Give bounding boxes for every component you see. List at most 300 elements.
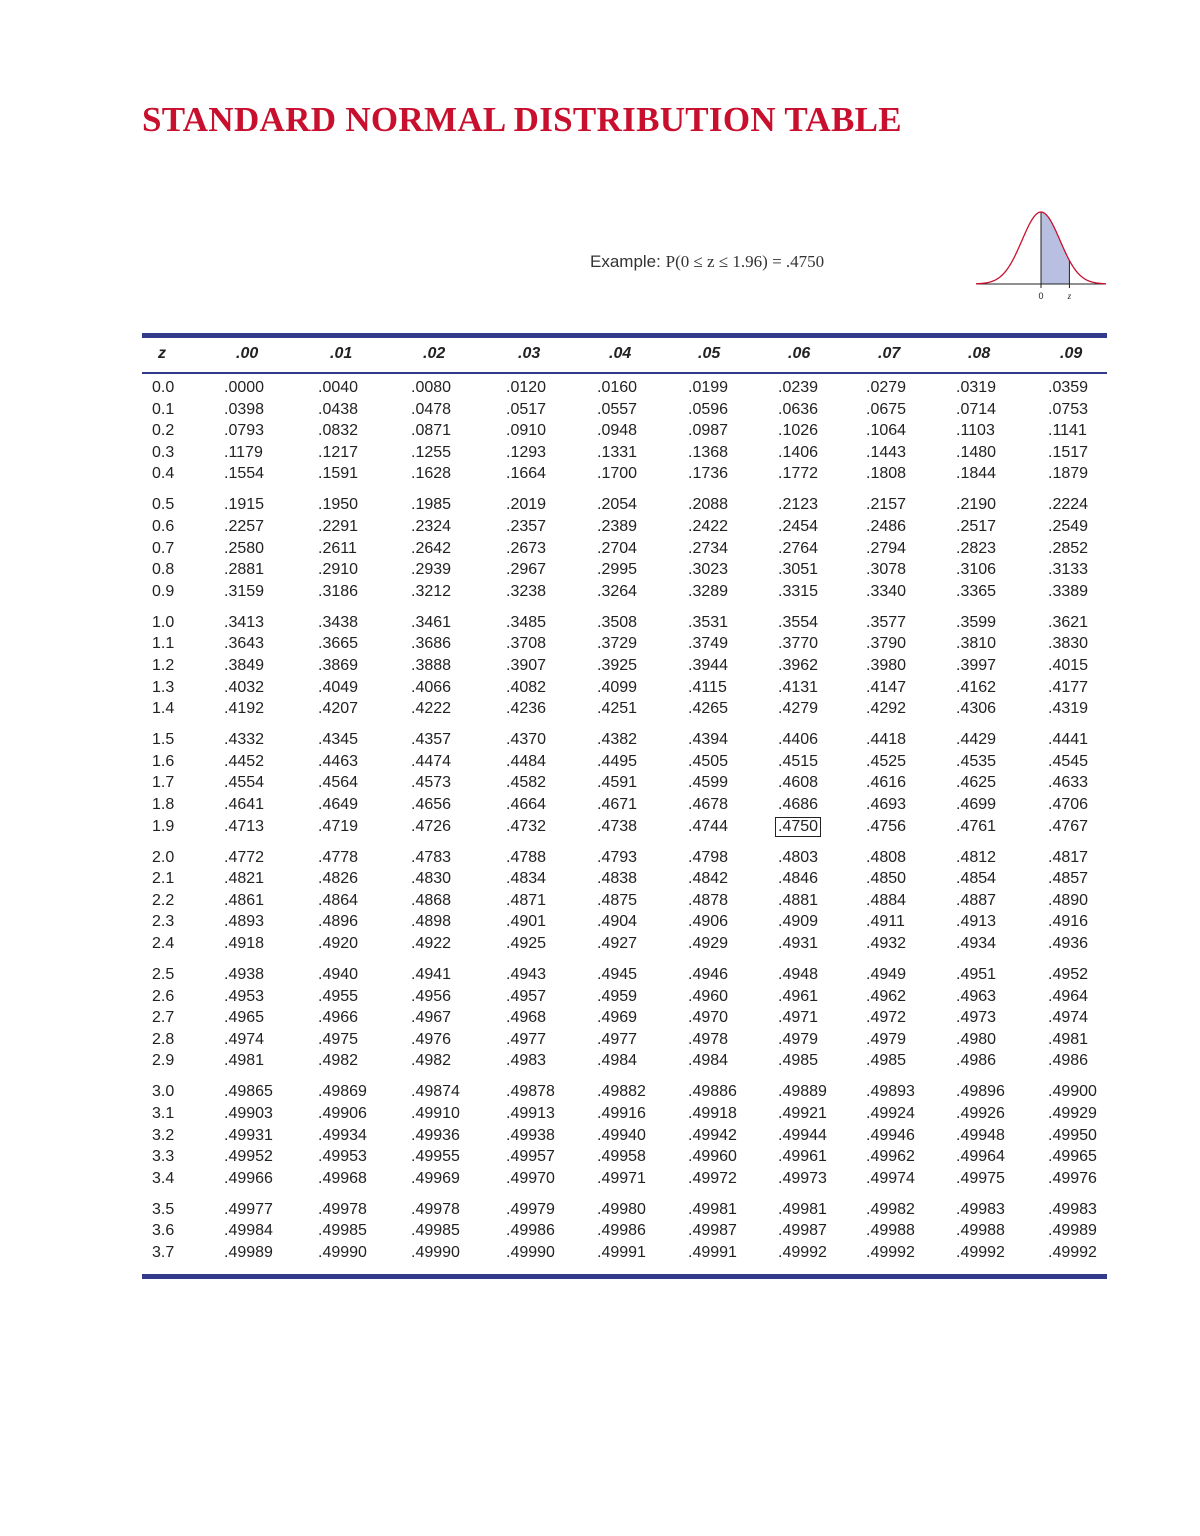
table-cell: .49979 bbox=[506, 1200, 555, 1218]
table-cell: .4918 bbox=[224, 935, 265, 952]
table-cell: .0478 bbox=[411, 400, 452, 418]
table-cell: .49874 bbox=[411, 1083, 460, 1101]
table-cell: .49992 bbox=[778, 1244, 827, 1261]
table-cell: .3508 bbox=[597, 613, 638, 631]
table-cell: .4977 bbox=[597, 1030, 638, 1048]
table-cell: .4971 bbox=[778, 1009, 819, 1027]
table-cell: .4959 bbox=[597, 987, 638, 1005]
table-cell: .4808 bbox=[866, 848, 907, 866]
table-cell: .49918 bbox=[688, 1105, 737, 1122]
table-cell: .0714 bbox=[956, 400, 997, 418]
table-cell: .4641 bbox=[224, 796, 265, 813]
table-cell: .4957 bbox=[506, 987, 547, 1005]
table-cell: .4554 bbox=[224, 774, 265, 792]
row-z-label: 2.1 bbox=[152, 870, 175, 888]
table-cell: .4429 bbox=[956, 731, 997, 749]
table-cell: .3830 bbox=[1048, 635, 1089, 653]
table-cell: .0832 bbox=[318, 422, 359, 440]
table-cell: .4976 bbox=[411, 1030, 452, 1048]
table-cell: .4382 bbox=[597, 731, 638, 749]
table-cell: .49965 bbox=[1048, 1148, 1097, 1166]
table-cell: .3078 bbox=[866, 561, 907, 579]
table-cell: .2123 bbox=[778, 496, 819, 514]
table-cell: .4345 bbox=[318, 731, 359, 749]
table-cell: .4649 bbox=[318, 796, 359, 813]
table-cell: .1141 bbox=[1048, 422, 1087, 440]
table-cell: .4936 bbox=[1048, 935, 1089, 952]
table-cell: .1293 bbox=[506, 443, 547, 461]
table-cell: .49953 bbox=[318, 1148, 367, 1166]
example-label: Example: bbox=[590, 252, 661, 271]
table-cell: .4909 bbox=[778, 913, 819, 931]
table-cell: .2734 bbox=[688, 539, 729, 557]
table-cell: .4406 bbox=[778, 731, 819, 749]
table-cell: .4857 bbox=[1048, 870, 1089, 888]
table-cell: .3621 bbox=[1048, 613, 1089, 631]
table-cell: .4484 bbox=[506, 752, 547, 770]
table-cell: .49952 bbox=[224, 1148, 273, 1166]
table-cell: .4744 bbox=[688, 817, 729, 835]
table-cell: .49929 bbox=[1048, 1105, 1097, 1122]
shaded-area bbox=[1041, 212, 1069, 284]
table-cell: .4904 bbox=[597, 913, 638, 931]
table-cell: .0871 bbox=[411, 422, 452, 440]
table-cell: .2224 bbox=[1048, 496, 1089, 514]
table-cell: .49936 bbox=[411, 1126, 460, 1144]
example-expression: P(0 ≤ z ≤ 1.96) = .4750 bbox=[665, 252, 825, 271]
table-cell: .4969 bbox=[597, 1009, 638, 1027]
table-cell: .1406 bbox=[778, 443, 819, 461]
table-cell: .49983 bbox=[1048, 1200, 1097, 1218]
table-cell: .4706 bbox=[1048, 796, 1089, 813]
table-cell: .4884 bbox=[866, 891, 907, 909]
table-cell: .1517 bbox=[1048, 443, 1089, 461]
table-cell: .4671 bbox=[597, 796, 638, 813]
row-z-label: 0.4 bbox=[152, 465, 175, 483]
table-cell: .4713 bbox=[224, 817, 265, 835]
table-cell: .1591 bbox=[318, 465, 359, 483]
column-header: .05 bbox=[698, 345, 721, 362]
table-cell: .0239 bbox=[778, 379, 819, 396]
table-cell: .4783 bbox=[411, 848, 452, 866]
table-cell: .49910 bbox=[411, 1105, 460, 1122]
page-title: STANDARD NORMAL DISTRIBUTION TABLE bbox=[142, 100, 902, 139]
table-cell: .49989 bbox=[224, 1244, 273, 1261]
table-cell: .3810 bbox=[956, 635, 997, 653]
table-cell: .4306 bbox=[956, 700, 997, 718]
table-cell: .4984 bbox=[597, 1052, 638, 1070]
table-cell: .4979 bbox=[866, 1030, 907, 1048]
table-cell: .3365 bbox=[956, 582, 997, 600]
row-z-label: 2.7 bbox=[152, 1009, 175, 1027]
row-z-label: 1.1 bbox=[152, 635, 175, 653]
table-cell: .4699 bbox=[956, 796, 997, 813]
table-cell: .49869 bbox=[318, 1083, 367, 1101]
z-label: z bbox=[1067, 291, 1072, 301]
table-cell: .2611 bbox=[318, 539, 357, 557]
table-cell: .4756 bbox=[866, 817, 907, 835]
table-cell: .1368 bbox=[688, 443, 729, 461]
table-cell: .4943 bbox=[506, 966, 547, 983]
table-cell: .4616 bbox=[866, 774, 907, 792]
table-cell: .4251 bbox=[597, 700, 638, 718]
normal-curve-figure bbox=[976, 206, 1106, 310]
table-cell: .49983 bbox=[956, 1200, 1005, 1218]
table-cell: .49978 bbox=[411, 1200, 460, 1218]
table-cell: .4974 bbox=[224, 1030, 265, 1048]
table-cell: .4941 bbox=[411, 966, 452, 983]
row-z-label: 3.0 bbox=[152, 1083, 175, 1101]
table-cell: .3315 bbox=[778, 582, 819, 600]
table-cell: .0199 bbox=[688, 379, 729, 396]
table-cell: .2257 bbox=[224, 518, 265, 535]
table-cell: .2357 bbox=[506, 518, 547, 535]
table-cell: .4082 bbox=[506, 678, 547, 696]
table-cell: .4986 bbox=[1048, 1052, 1089, 1070]
table-cell: .4979 bbox=[778, 1030, 819, 1048]
table-cell: .49984 bbox=[224, 1222, 273, 1240]
row-z-label: 1.4 bbox=[152, 700, 175, 718]
table-cell: .2389 bbox=[597, 518, 638, 535]
table-cell: .4817 bbox=[1048, 848, 1089, 866]
table-cell: .4732 bbox=[506, 817, 547, 835]
table-cell: .1664 bbox=[506, 465, 547, 483]
table-cell: .2157 bbox=[866, 496, 907, 514]
table-cell: .4292 bbox=[866, 700, 907, 718]
table-cell: .4893 bbox=[224, 913, 265, 931]
table-cell: .4686 bbox=[778, 796, 819, 813]
table-cell: .4599 bbox=[688, 774, 729, 792]
table-cell: .4934 bbox=[956, 935, 997, 952]
table-cell: .2549 bbox=[1048, 518, 1089, 535]
table-cell: .4929 bbox=[688, 935, 729, 952]
table-cell: .4441 bbox=[1048, 731, 1089, 749]
table-cell: .49938 bbox=[506, 1126, 555, 1144]
table-cell: .3340 bbox=[866, 582, 907, 600]
table-cell: .4973 bbox=[956, 1009, 997, 1027]
table-cell: .0987 bbox=[688, 422, 729, 440]
table-cell: .4177 bbox=[1048, 678, 1089, 696]
row-z-label: 1.9 bbox=[152, 817, 175, 835]
zero-label: 0 bbox=[1038, 291, 1044, 301]
table-cell: .2704 bbox=[597, 539, 638, 557]
table-cell: .49944 bbox=[778, 1126, 827, 1144]
table-cell: .49916 bbox=[597, 1105, 646, 1122]
table-cell: .0948 bbox=[597, 422, 638, 440]
table-cell: .3023 bbox=[688, 561, 729, 579]
table-cell: .49990 bbox=[411, 1244, 460, 1261]
table-cell: .2939 bbox=[411, 561, 452, 579]
table-cell: .0636 bbox=[778, 400, 819, 418]
table-cell: .3531 bbox=[688, 613, 729, 631]
table-cell: .4115 bbox=[688, 678, 727, 696]
table-cell: .1554 bbox=[224, 465, 265, 483]
table-cell: .4945 bbox=[597, 966, 638, 983]
table-cell: .4981 bbox=[1048, 1030, 1089, 1048]
table-cell: .49906 bbox=[318, 1105, 367, 1122]
table-cell: .4975 bbox=[318, 1030, 359, 1048]
table-cell: .3485 bbox=[506, 613, 547, 631]
table-cell: .1179 bbox=[224, 443, 263, 461]
table-cell: .4896 bbox=[318, 913, 359, 931]
table-cell: .4131 bbox=[778, 678, 819, 696]
table-cell: .49946 bbox=[866, 1126, 915, 1144]
table-cell: .4394 bbox=[688, 731, 729, 749]
table-cell: .49986 bbox=[506, 1222, 555, 1240]
table-cell: .3962 bbox=[778, 657, 819, 674]
table-cell: .4956 bbox=[411, 987, 452, 1005]
table-cell: .4968 bbox=[506, 1009, 547, 1027]
table-cell: .4162 bbox=[956, 678, 997, 696]
table-cell: .2580 bbox=[224, 539, 265, 557]
table-cell: .4207 bbox=[318, 700, 359, 718]
table-cell: .4861 bbox=[224, 891, 265, 909]
table-top-rule bbox=[142, 333, 1107, 338]
table-cell: .49987 bbox=[688, 1222, 737, 1240]
table-cell: .1844 bbox=[956, 465, 997, 483]
table-cell: .3749 bbox=[688, 635, 729, 653]
table-cell: .2190 bbox=[956, 496, 997, 514]
table-cell: .4981 bbox=[224, 1052, 265, 1070]
table-cell: .49972 bbox=[688, 1169, 737, 1187]
table-cell: .3770 bbox=[778, 635, 819, 653]
table-cell: .4834 bbox=[506, 870, 547, 888]
row-z-label: 0.1 bbox=[152, 400, 175, 418]
table-cell: .4564 bbox=[318, 774, 359, 792]
table-cell: .4964 bbox=[1048, 987, 1089, 1005]
table-cell: .1026 bbox=[778, 422, 819, 440]
table-cell: .49948 bbox=[956, 1126, 1005, 1144]
table-cell: .4911 bbox=[866, 913, 905, 931]
table-cell: .4798 bbox=[688, 848, 729, 866]
table-cell: .4951 bbox=[956, 966, 997, 983]
table-cell: .3643 bbox=[224, 635, 265, 653]
table-cell: .4332 bbox=[224, 731, 265, 749]
table-cell: .0120 bbox=[506, 379, 547, 396]
table-cell: .49886 bbox=[688, 1083, 737, 1101]
table-cell: .49981 bbox=[778, 1200, 827, 1218]
row-z-label: 0.7 bbox=[152, 539, 175, 557]
example-caption bbox=[590, 252, 824, 272]
table-cell: .49988 bbox=[866, 1222, 915, 1240]
table-cell: .49942 bbox=[688, 1126, 737, 1144]
table-cell: .4963 bbox=[956, 987, 997, 1005]
table-cell: .4868 bbox=[411, 891, 452, 909]
table-cell: .4608 bbox=[778, 774, 819, 792]
table-cell: .49992 bbox=[956, 1244, 1005, 1261]
table-cell: .4535 bbox=[956, 752, 997, 770]
table-cell: .3849 bbox=[224, 657, 265, 674]
table-cell: .4864 bbox=[318, 891, 359, 909]
table-cell: .4977 bbox=[506, 1030, 547, 1048]
table-cell: .4767 bbox=[1048, 817, 1089, 835]
table-cell: .1915 bbox=[224, 496, 265, 514]
table-cell: .4838 bbox=[597, 870, 638, 888]
table-cell: .49981 bbox=[688, 1200, 737, 1218]
table-cell: .4049 bbox=[318, 678, 359, 696]
table-cell: .49950 bbox=[1048, 1126, 1097, 1144]
table-cell: .3133 bbox=[1048, 561, 1089, 579]
table-cell: .49900 bbox=[1048, 1083, 1097, 1101]
table-cell: .49977 bbox=[224, 1200, 273, 1218]
table-cell: .4881 bbox=[778, 891, 819, 909]
table-cell: .2291 bbox=[318, 518, 359, 535]
column-header-z: z bbox=[158, 345, 166, 362]
table-cell: .49962 bbox=[866, 1148, 915, 1166]
table-cell: .0080 bbox=[411, 379, 452, 396]
column-header: .01 bbox=[330, 345, 353, 362]
table-cell: .49985 bbox=[318, 1222, 367, 1240]
row-z-label: 2.5 bbox=[152, 966, 175, 983]
table-cell: .49896 bbox=[956, 1083, 1005, 1101]
table-cell: .49969 bbox=[411, 1169, 460, 1187]
table-cell: .4505 bbox=[688, 752, 729, 770]
table-cell: .49991 bbox=[597, 1244, 646, 1261]
table-cell: .4772 bbox=[224, 848, 265, 866]
table-cell: .4985 bbox=[778, 1052, 819, 1070]
table-cell: .0675 bbox=[866, 400, 907, 418]
table-cell: .49988 bbox=[956, 1222, 1005, 1240]
table-cell: .1064 bbox=[866, 422, 907, 440]
table-cell: .1950 bbox=[318, 496, 359, 514]
table-cell: .2673 bbox=[506, 539, 547, 557]
table-cell: .4474 bbox=[411, 752, 452, 770]
row-z-label: 1.0 bbox=[152, 613, 175, 631]
table-cell: .4985 bbox=[866, 1052, 907, 1070]
table-cell: .0160 bbox=[597, 379, 638, 396]
table-cell: .4952 bbox=[1048, 966, 1089, 983]
row-z-label: 1.2 bbox=[152, 657, 175, 674]
row-z-label: 2.3 bbox=[152, 913, 175, 931]
table-cell: .49913 bbox=[506, 1105, 555, 1122]
table-cell: .0517 bbox=[506, 400, 547, 418]
table-cell: .3289 bbox=[688, 582, 729, 600]
table-cell: .4887 bbox=[956, 891, 997, 909]
column-header: .07 bbox=[878, 345, 901, 362]
table-cell: .2794 bbox=[866, 539, 907, 557]
table-cell: .4719 bbox=[318, 817, 359, 835]
table-cell: .0557 bbox=[597, 400, 638, 418]
table-cell: .3997 bbox=[956, 657, 997, 674]
table-cell: .1985 bbox=[411, 496, 452, 514]
table-cell: .49903 bbox=[224, 1105, 273, 1122]
table-cell: .49970 bbox=[506, 1169, 555, 1187]
table-cell: .3907 bbox=[506, 657, 547, 674]
table-cell: .4967 bbox=[411, 1009, 452, 1027]
table-cell: .4821 bbox=[224, 870, 265, 888]
table-cell: .49990 bbox=[506, 1244, 555, 1261]
table-cell: .4940 bbox=[318, 966, 359, 983]
row-z-label: 0.0 bbox=[152, 379, 175, 396]
table-cell: .4901 bbox=[506, 913, 547, 931]
table-cell: .4099 bbox=[597, 678, 638, 696]
table-cell: .49889 bbox=[778, 1083, 827, 1101]
table-cell: .3159 bbox=[224, 582, 265, 600]
table-cell: .49968 bbox=[318, 1169, 367, 1187]
table-cell: .3944 bbox=[688, 657, 729, 674]
table-cell: .3413 bbox=[224, 613, 265, 631]
table-bottom-rule bbox=[142, 1274, 1107, 1279]
table-cell: .49971 bbox=[597, 1169, 646, 1187]
table-cell: .1217 bbox=[318, 443, 359, 461]
table-cell: .3980 bbox=[866, 657, 907, 674]
row-z-label: 3.7 bbox=[152, 1244, 175, 1261]
table-cell: .4949 bbox=[866, 966, 907, 983]
table-cell: .4850 bbox=[866, 870, 907, 888]
table-cell: .4830 bbox=[411, 870, 452, 888]
column-header: .04 bbox=[609, 345, 632, 362]
row-z-label: 3.5 bbox=[152, 1200, 175, 1218]
table-cell: .49934 bbox=[318, 1126, 367, 1144]
row-z-label: 0.3 bbox=[152, 443, 175, 461]
table-cell: .4946 bbox=[688, 966, 729, 983]
table-cell: .4625 bbox=[956, 774, 997, 792]
table-cell: .2517 bbox=[956, 518, 997, 535]
table-cell: .4982 bbox=[318, 1052, 359, 1070]
table-cell: .4878 bbox=[688, 891, 729, 909]
table-cell: .49992 bbox=[866, 1244, 915, 1261]
table-cell: .1331 bbox=[597, 443, 638, 461]
table-cell: .4948 bbox=[778, 966, 819, 983]
row-z-label: 0.9 bbox=[152, 582, 175, 600]
table-cell: .0753 bbox=[1048, 400, 1089, 418]
table-cell: .49973 bbox=[778, 1169, 827, 1187]
table-cell: .4906 bbox=[688, 913, 729, 931]
table-cell: .4955 bbox=[318, 987, 359, 1005]
table-cell: .4980 bbox=[956, 1030, 997, 1048]
table-cell: .49960 bbox=[688, 1148, 737, 1166]
table-cell: .4938 bbox=[224, 966, 265, 983]
table-cell: .2995 bbox=[597, 561, 638, 579]
table-cell: .4761 bbox=[956, 817, 997, 835]
table-cell: .2642 bbox=[411, 539, 452, 557]
table-cell: .3212 bbox=[411, 582, 452, 600]
table-cell: .4591 bbox=[597, 774, 638, 792]
column-header: .06 bbox=[788, 345, 811, 362]
table-header-rule bbox=[142, 372, 1107, 374]
table-cell: .2764 bbox=[778, 539, 819, 557]
table-cell: .4962 bbox=[866, 987, 907, 1005]
row-z-label: 0.5 bbox=[152, 496, 175, 514]
row-z-label: 0.8 bbox=[152, 561, 175, 579]
table-cell: .49882 bbox=[597, 1083, 646, 1101]
table-cell: .3599 bbox=[956, 613, 997, 631]
row-z-label: 2.6 bbox=[152, 987, 175, 1005]
table-cell: .49865 bbox=[224, 1083, 273, 1101]
column-header: .02 bbox=[423, 345, 446, 362]
table-cell: .49992 bbox=[1048, 1244, 1097, 1261]
table-cell: .1255 bbox=[411, 443, 452, 461]
row-z-label: 1.5 bbox=[152, 731, 175, 749]
table-cell: .49991 bbox=[688, 1244, 737, 1261]
table-cell: .3186 bbox=[318, 582, 359, 600]
table-cell: .4147 bbox=[866, 678, 907, 696]
table-cell: .49961 bbox=[778, 1148, 827, 1166]
table-cell: .1480 bbox=[956, 443, 997, 461]
table-cell: .4066 bbox=[411, 678, 452, 696]
table-cell: .49921 bbox=[778, 1105, 827, 1122]
table-cell: .49974 bbox=[866, 1169, 915, 1187]
table-cell: .4545 bbox=[1048, 752, 1089, 770]
table-cell: .3888 bbox=[411, 657, 452, 674]
table-cell: .4842 bbox=[688, 870, 729, 888]
table-cell: .4846 bbox=[778, 870, 819, 888]
table-cell: .4966 bbox=[318, 1009, 359, 1027]
table-cell: .4357 bbox=[411, 731, 452, 749]
table-cell: .3238 bbox=[506, 582, 547, 600]
table-cell: .3051 bbox=[778, 561, 819, 579]
table-cell: .2881 bbox=[224, 561, 265, 579]
